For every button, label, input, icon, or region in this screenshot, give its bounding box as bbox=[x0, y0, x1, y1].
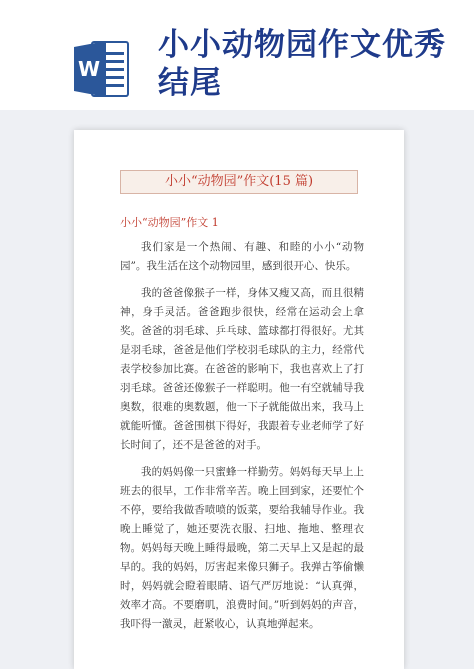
page-title: 小小动物园作文优秀结尾 bbox=[158, 27, 446, 101]
paragraph: 我的妈妈像一只蜜蜂一样勤劳。妈妈每天早上上班去的很早，工作非常辛苦。晚上回到家，还要忙个不停，要给我做香喷喷的饭菜，要给我辅导作业。我晚上睡觉了，她还要洗衣服、扫地、拖地、整理衣物。妈妈每天晚上睡得最晚，第二天早上又是起的最早的。我的妈妈，厉害起来像只狮子。我弹古筝偷懒时，妈妈就会瞪着眼睛、语气严厉地说：“认真弹，效率才高。不要磨叽，浪费时间。”听到妈妈的声音，我吓得一激灵，赶紧收心，认真地弹起来。 bbox=[120, 466, 364, 630]
page-header bbox=[0, 0, 474, 110]
paragraph: 我们家是一个热闹、有趣、和睦的小小“动物园”。我生活在这个动物园里，感到很开心、快乐。 bbox=[120, 241, 364, 272]
paragraph: 我的爸爸像猴子一样，身体又瘦又高，而且很精神，身手灵活。爸爸跑步很快，经常在运动会上拿奖。爸爸的羽毛球、乒乓球、篮球都打得很好。尤其是羽毛球，爸爸是他们学校羽毛球队的主力，经常代表学校参加比赛。在爸爸的影响下，我也喜欢上了打羽毛球。爸爸还像猴子一样聪明。他一有空就辅导我奥数，很难的奥数题，他一下子就能做出来，我马上就能听懂。爸爸围棋下得好，我跟着专业老师学了好长时间了，还不是爸爸的对手。 bbox=[120, 287, 364, 451]
word-icon-letter: W bbox=[77, 57, 101, 81]
document-page bbox=[74, 130, 404, 669]
section-heading: 小小“动物园”作文 1 bbox=[120, 216, 219, 229]
document-body bbox=[120, 238, 364, 642]
document-title: 小小“动物园”作文(15 篇) bbox=[120, 170, 358, 194]
word-icon bbox=[72, 38, 130, 100]
